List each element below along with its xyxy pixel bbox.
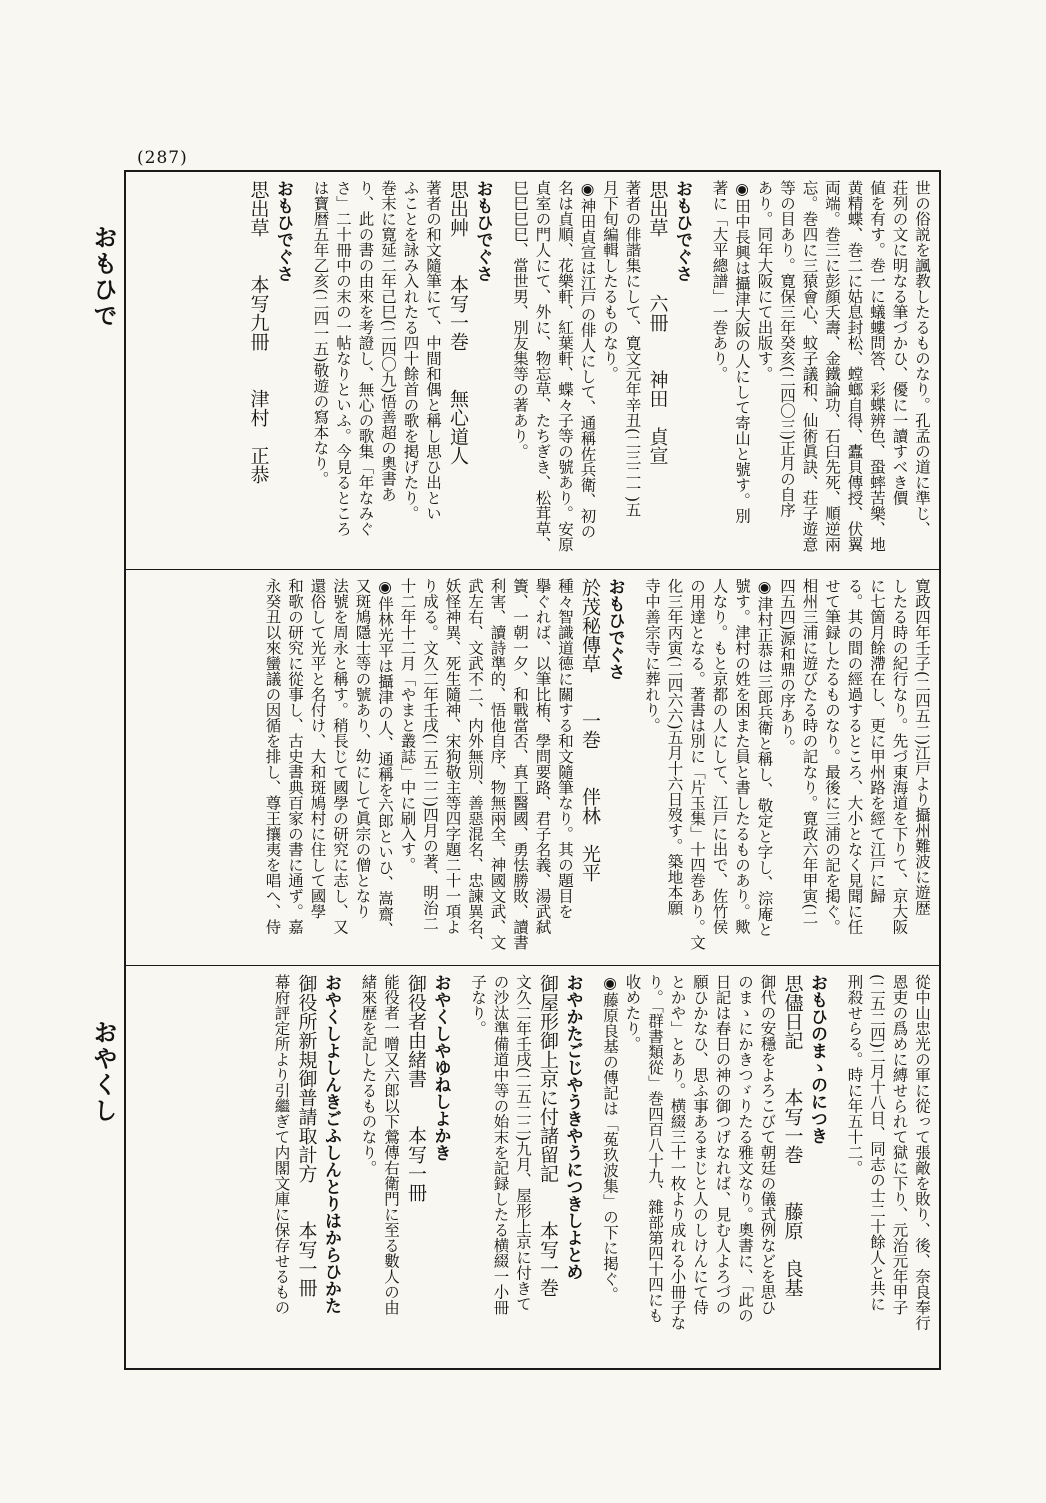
text-column: り成る。文久二年壬戌(二五二二)四月の著、明治二 — [421, 578, 439, 932]
text-column: ◉津村正恭は三郎兵衛と稱し、敬定と字し、淙庵と — [755, 578, 774, 937]
entry-reading-heading: おやくしよしんきごふしんとりはからひかた — [321, 974, 341, 1314]
text-column: (二五二四)二月十八日、同志の士二十餘人と共に — [868, 974, 886, 1312]
text-column: り。「群書類從」巻四百八十九、雜部第四十四にも — [646, 974, 664, 1323]
column-gap — [584, 974, 598, 1359]
text-column: ◉伴林光平は攝津の人、通稱を六郎といひ、嵩齋、 — [376, 578, 394, 937]
text-column: 子なり。 — [469, 974, 487, 1036]
text-column: に七箇月餘滯在し、更に甲州路を經て江戸に歸 — [868, 578, 886, 904]
text-column: 巳巳巳巳、當世男、別友集等の著あり。 — [511, 180, 529, 459]
text-column: ふことを詠み入れたる四十餘首の歌を掲げたり。 — [401, 180, 420, 521]
text-column: の沙汰準備道中等の始末を記録したる横綴一小冊 — [491, 974, 510, 1315]
entry-title-line: 思出草 六冊 神田 貞宣 — [646, 180, 669, 465]
text-column: 月下旬編輯したるものなり。 — [601, 180, 619, 382]
column-gap — [693, 180, 707, 558]
text-column: 人なり。もと京都の人にして、江戸に出で、佐竹侯 — [710, 578, 729, 935]
text-column: 能役者一噌又六郎以下鶯傳右衛門に至る數人の由 — [382, 974, 400, 1315]
entry-reading-heading: おもひでぐさ — [604, 578, 625, 680]
column-gap — [294, 180, 308, 558]
column-gap — [494, 180, 508, 558]
text-column: 簀、一朝一夕、和戰當否、真工醫國、勇怯勝敗、讀書 — [511, 578, 529, 950]
entry-title-line: 御役者由緒書 本写一冊 — [405, 974, 427, 1202]
text-column: 幕府評定所より引繼ぎて内閣文庫に保存せるもの — [272, 974, 291, 1315]
text-column: 十二年十二月「やまと叢誌」中に刷入す。 — [398, 578, 417, 873]
text-column: 和歌の研究に從事し、古史書典百家の書に通ず。嘉 — [286, 578, 304, 935]
text-column: 化三年丙寅(二四六六)五月十六日歿す。築地本願 — [665, 578, 684, 916]
text-column: 巻末に寛延二年己巳(二四〇九)悟善超の奧書あ — [379, 180, 397, 503]
text-column: 忘。巻四に三猿會心、蚊子議和、仙術眞訣、荘子遊意 — [800, 180, 819, 552]
text-column: 著者の俳諧集にして、寛文元年辛丑(二三二一)五 — [623, 180, 642, 518]
entry-title-line: 於茂秘傳草 一巻 伴林 光平 — [579, 578, 601, 882]
text-column: 御代の安穩をよろこびて朝廷の儀式例などを思ひ — [758, 974, 777, 1315]
column-gap — [342, 974, 356, 1359]
text-column: 利害、讀詩準的、悟他自序、物無兩全、神國文武、文 — [488, 578, 507, 950]
text-column: 從中山忠光の軍に從って張敵を敗り、後、奈良奉行 — [913, 974, 931, 1331]
text-column: 世の俗説を諷教したるものなり。孔孟の道に準じ、 — [913, 180, 931, 537]
text-column: せて筆録したるものなり。最後に三浦の記を掲ぐ。 — [823, 578, 841, 935]
text-column: 等の目あり。寛保三年癸亥(二四〇三)正月の自序 — [778, 180, 796, 518]
text-column: ◉神田貞宣は江戸の俳人にして、通稱佐兵衛、初の — [578, 180, 597, 539]
text-column: 両端。巻三に彭顔夭壽、金鐵論功、石臼先死、順逆兩 — [823, 180, 841, 552]
text-column: 荘列の文に明なる筆づかひ、優に一讀すべき價 — [890, 180, 909, 506]
page-number: (287) — [137, 148, 188, 168]
text-column: 文久二年壬戌(二五二二)九月、屋形上京に付きて — [514, 974, 532, 1312]
text-column: る。其の間の經過するところ、大小となく見聞に任 — [845, 578, 864, 935]
entry-reading-heading: おやくしやゆねしよかき — [430, 974, 451, 1161]
entry-reading-heading: おもひでぐさ — [672, 180, 692, 282]
section-2 — [136, 578, 932, 956]
text-column: 緒來歷を記したるものなり。 — [359, 974, 378, 1176]
text-column: 著に「大平總譜」一巻あり。 — [710, 180, 729, 382]
text-column: 四五四)源和鼎の序あり。 — [778, 578, 796, 755]
column-gap — [828, 974, 842, 1359]
entry-title-line: 思出草 本写九冊 津村 正恭 — [247, 180, 270, 484]
entry-reading-heading: おもひでぐさ — [472, 180, 493, 282]
entry-title-line: 御屋形御上京に付諸留記 本写一巻 — [537, 974, 559, 1297]
entry-title-line: 思儘日記 本写一巻 藤原 良基 — [781, 974, 804, 1297]
text-column: さ」二十冊中の末の一帖なりといふ。今見るところ — [334, 180, 352, 537]
text-column: 妖怪神異、死生隨神、宋狗敬主等四字題二十一項よ — [443, 578, 462, 935]
entry-reading-heading: おもひのまゝのにつき — [807, 974, 827, 1144]
text-column: とかや」とあり。横綴三十一枚より成れる小冊子な — [668, 974, 687, 1331]
text-column: 號す。津村の姓を困また員と書したるものあり。歟 — [733, 578, 751, 935]
text-column: 永癸丑以來蠻議の因循を排し、尊王攘夷を唱へ、侍 — [263, 578, 282, 935]
text-column: 名は貞順、花樂軒、紅葉軒、蝶々子等の號あり。安原 — [556, 180, 574, 552]
text-column: 恩吏の爲めに縛せられて獄に下り、元治元年甲子 — [890, 974, 909, 1315]
text-column: 還俗して光平と名付け、大和斑鳩村に住して國學 — [308, 578, 327, 919]
section-1 — [136, 180, 932, 558]
text-column: 種々智識道德に關する和文隨筆なり。其の題目を — [556, 578, 574, 919]
text-column: 武左右、文武不二、内外無別、善惡混名、忠諫異名、 — [466, 578, 484, 950]
entry-reading-heading: おもひでぐさ — [273, 180, 293, 282]
text-column: 日記は春日の神の御つげなれば、見む人よろづの — [713, 974, 732, 1315]
running-head-bottom: おやくし — [89, 1020, 117, 1124]
text-column: のまゝにかきつゞりたる雅文なり。奧書に、「此の — [736, 974, 754, 1323]
text-column: 貞室の門人にて、外に、物忘草、たちぎき、松茸草、 — [533, 180, 552, 552]
text-column: あり。同年大阪にて出版す。 — [755, 180, 774, 382]
text-column: 法號を周永と稱す。稍長じて國學の研究に志し、又 — [331, 578, 349, 935]
text-column: 値を有す。巻一に蟻螻問答、彩蝶辨色、蛩蟀苦樂、地 — [868, 180, 886, 552]
text-column: 寛政四年壬子(二四五二)江戸より攝州難波に遊歴 — [913, 578, 931, 916]
text-column: 寺中善宗寺に葬れり。 — [643, 578, 661, 733]
text-column: ◉田中長興は攝津大阪の人にして寄山と號す。別 — [733, 180, 751, 524]
text-column: 願ひかなひ、思ふ事あるまじと人のしけんにて侍 — [691, 974, 709, 1315]
text-column: の用達となる。著書は別に「片玉集」十四巻あり。文 — [688, 578, 706, 950]
text-column: したる時の紀行なり。先づ東海道を下りて、京大阪 — [890, 578, 909, 935]
column-gap — [452, 974, 466, 1359]
column-gap — [626, 578, 640, 956]
entry-title-line: 御役所新規御普請取計方 本写一冊 — [295, 974, 318, 1297]
running-head-top: おもひで — [89, 225, 117, 329]
text-column: ◉藤原良基の傳記は「菟玖波集」の下に掲ぐ。 — [601, 974, 619, 1302]
text-column: り、此の書の由來を考證し、無心の歌集「年なみぐ — [356, 180, 375, 537]
section-divider-2 — [124, 965, 941, 966]
text-column: 著者の和文隨筆にて、中間和偶と稱し思ひ出とい — [424, 180, 442, 521]
text-column: 相州三浦に遊びたる時の記なり。寛政六年甲寅(二 — [800, 578, 819, 926]
text-column: 刑殺せらる。時に年五十二。 — [845, 974, 864, 1176]
section-3 — [136, 974, 932, 1359]
text-column: 黄精蝶、巻二に姑息封松、螳螂自得、蠹貝傳授、伏翼 — [845, 180, 864, 552]
text-column: は寶暦五年乙亥(二四一五)敬遊の寫本なり。 — [311, 180, 330, 487]
entry-title-line: 思出艸 本写一巻 無心道人 — [447, 180, 469, 465]
text-column: 收めたり。 — [623, 974, 642, 1052]
text-column: 又斑鳩隱士等の號あり、幼にして眞宗の僧となり — [353, 578, 372, 919]
entry-reading-heading: おやかたごじやうきやうにつきしよとめ — [562, 974, 583, 1280]
section-divider-1 — [124, 569, 941, 570]
text-column: 擧ぐれば、以筆比栯、學問要路、君子名義、湯武弑 — [533, 578, 552, 935]
